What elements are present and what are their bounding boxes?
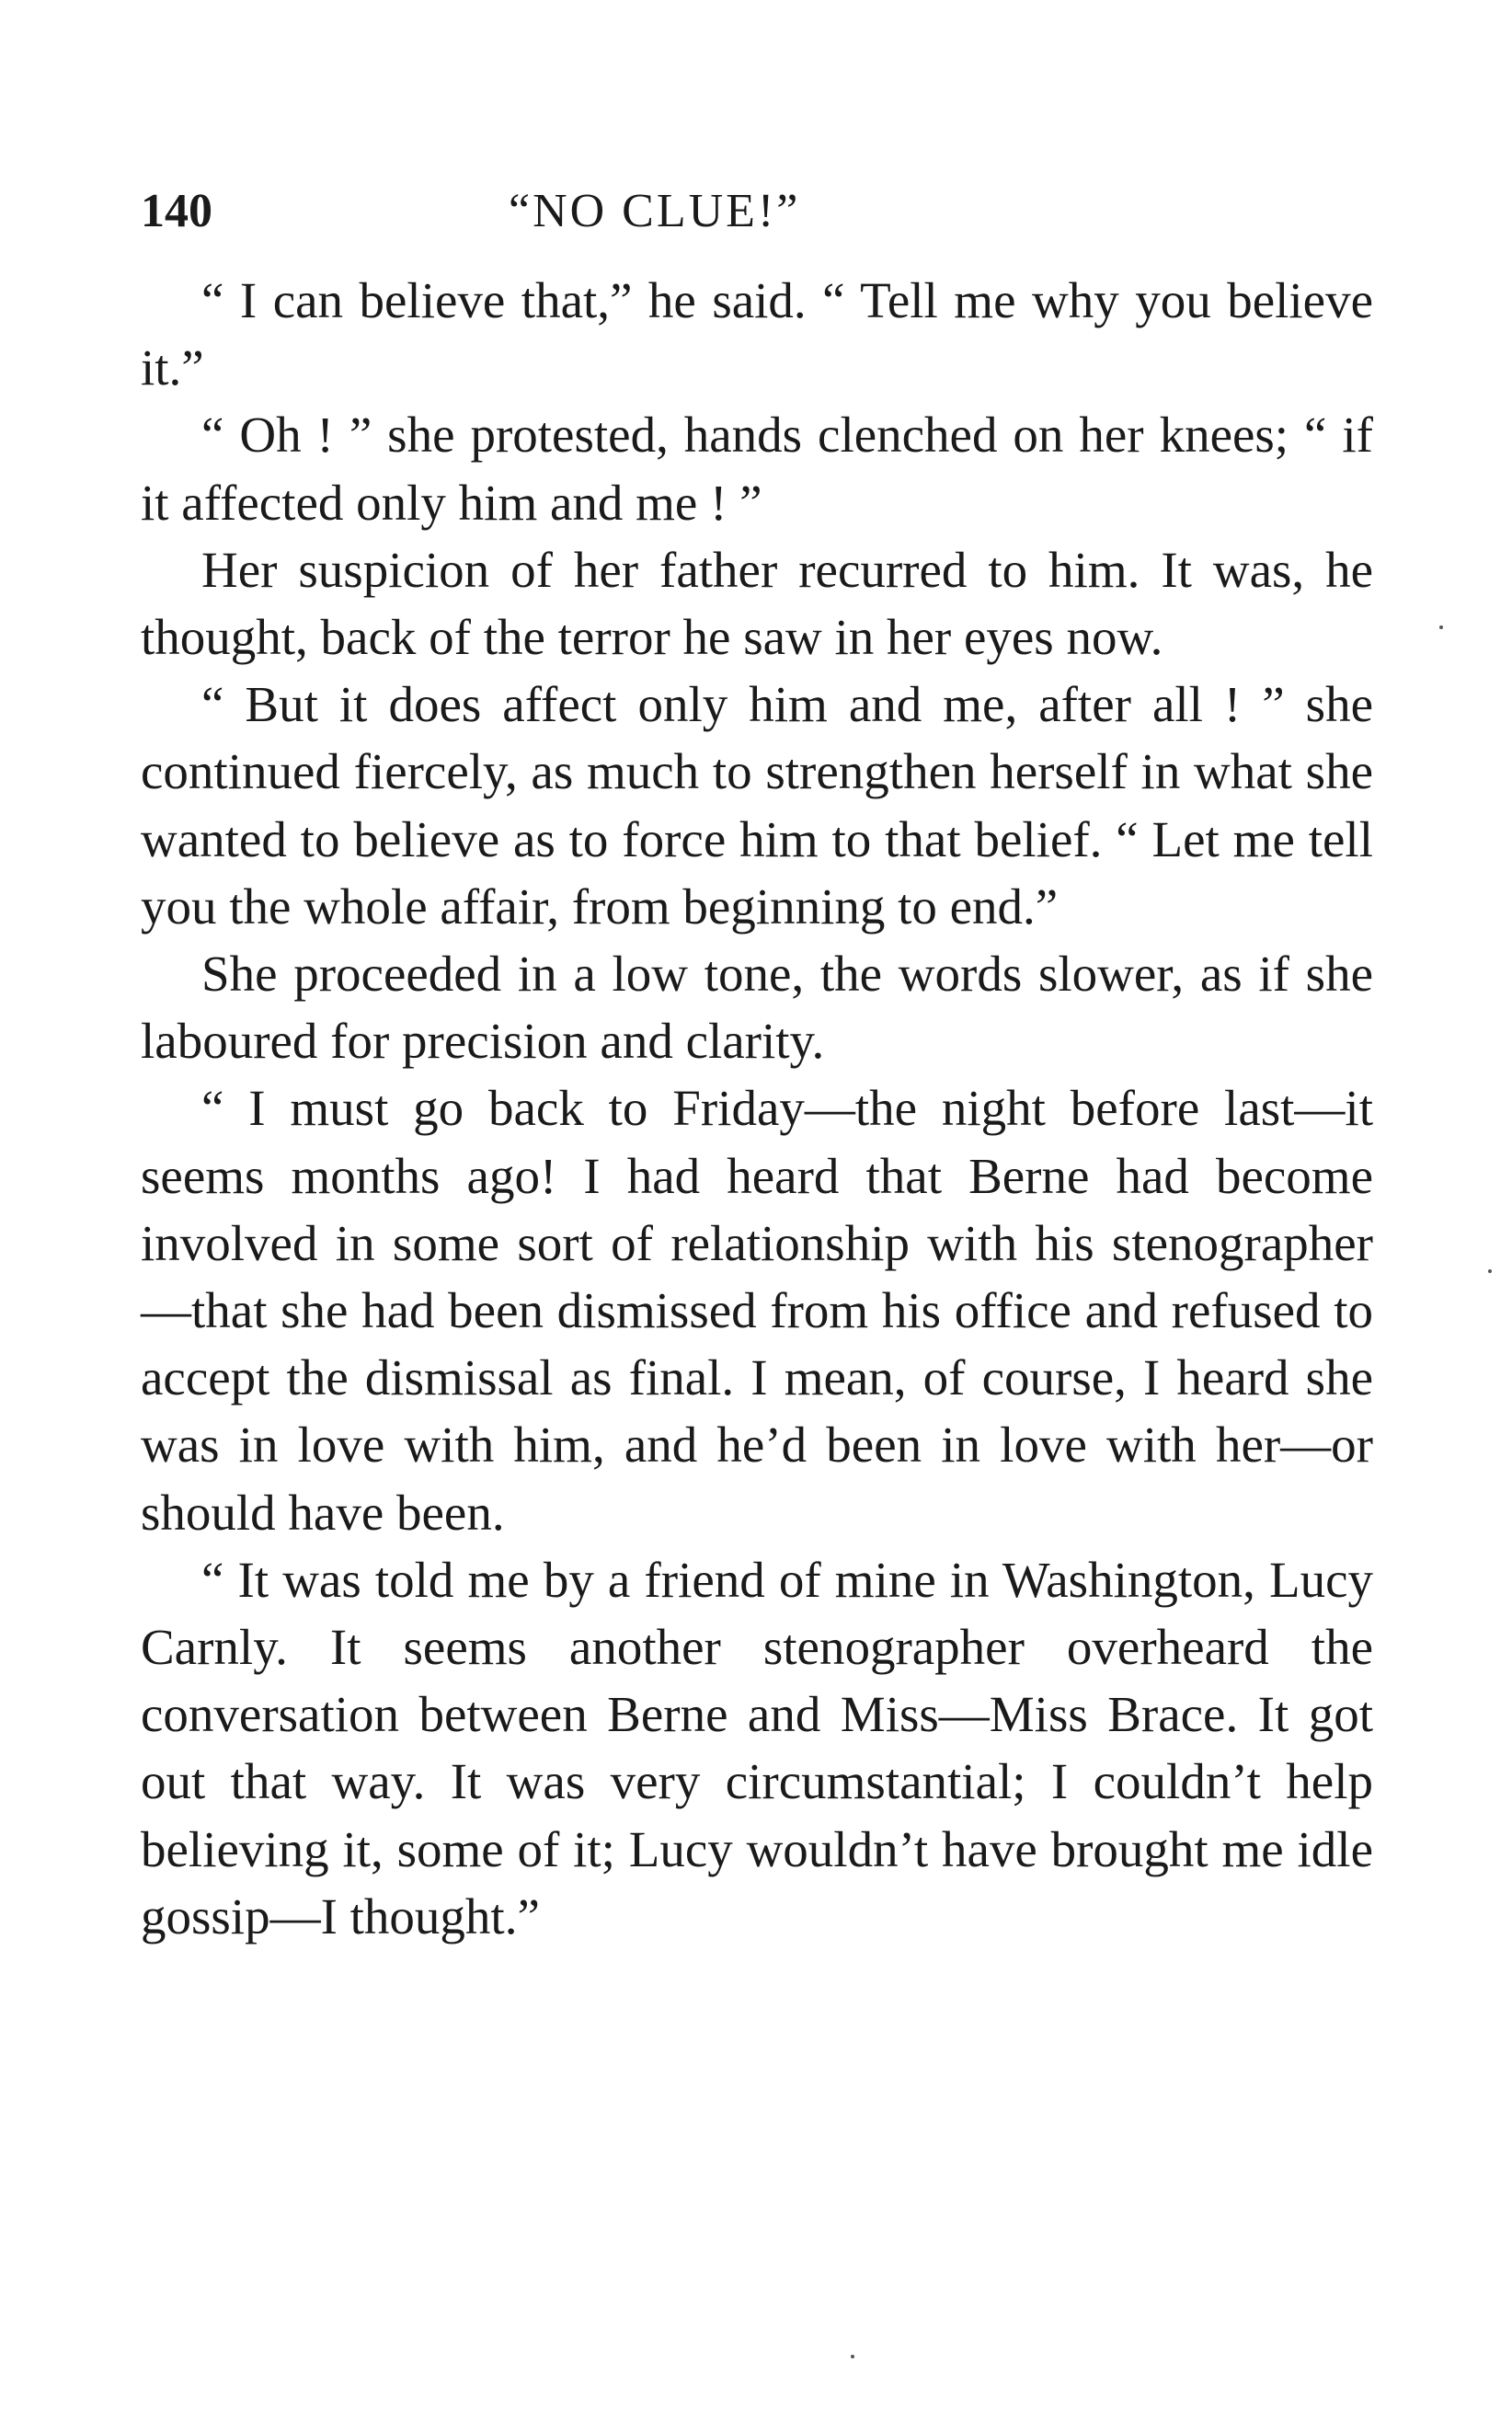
paragraph: “ But it does affect only him and me, after all ! ” she continued fiercely, as much to strengthen herself in what she wanted to believe as to force him to that belief. “ Let me tell you the whole affair, from beginning to end.” [141,676,1373,935]
paragraph: “ Oh ! ” she protested, hands clenched on her knees; “ if it affected only him and me ! ” [141,407,1373,531]
scan-speck [1488,1269,1492,1273]
paragraph: “ I can believe that,” he said. “ Tell me why you believe it.” [141,272,1373,396]
page-header [141,175,1373,248]
paragraph: “ It was told me by a friend of mine in Washington, Lucy Carnly. It seems another stenographer overheard the conversation between Berne and Miss—Miss Brace. It got out that way. It was very circumstantial; I couldn’t help believing it, some of it; Lucy wouldn’t have brought me idle gossip—I thought.” [141,1551,1373,1944]
scan-speck [1439,625,1443,629]
page-number: 140 [141,185,212,237]
scan-speck [851,2355,854,2358]
paragraph: Her suspicion of her father recurred to him. It was, he thought, back of the terror he saw in her eyes now. [141,541,1373,666]
paragraph: “ I must go back to Friday—the night before last—it seems months ago! I had heard that Berne had become involved in some sort of relationship with his stenographer—that she had been dismissed from his office and refused to accept the dismissal as final. I mean, of course, I heard she was in love with him, and he’d been in love with her—or should have been. [141,1080,1373,1541]
book-page [141,175,1373,1950]
body-text [141,267,1373,1950]
paragraph: She proceeded in a low tone, the words slower, as if she laboured for precision and clarity. [141,946,1373,1070]
running-title: “NO CLUE!” [509,185,801,237]
